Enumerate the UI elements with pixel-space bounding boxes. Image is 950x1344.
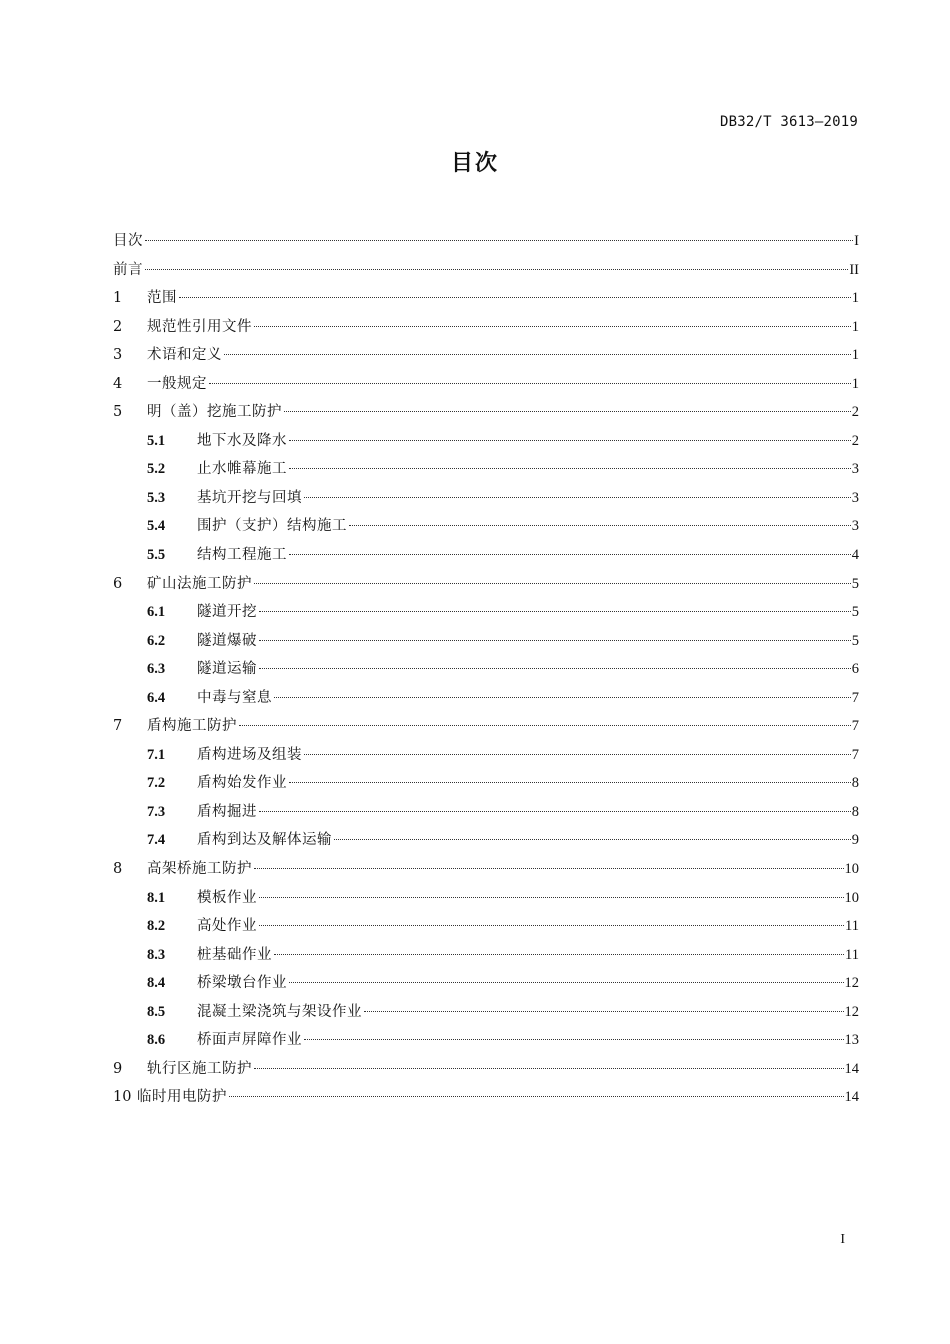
toc-entry-page: 6	[851, 661, 859, 678]
toc-entry-number: 6.4	[147, 689, 166, 706]
toc-entry[interactable]	[113, 655, 859, 684]
toc-entry[interactable]	[113, 598, 859, 627]
toc-entry-page: 5	[851, 632, 859, 649]
toc-entry[interactable]	[113, 455, 859, 484]
toc-entry-page: 1	[851, 347, 859, 364]
toc-entry[interactable]	[113, 570, 859, 599]
toc-entry-page: 8	[851, 803, 859, 820]
toc-entry-page: 5	[851, 575, 859, 592]
toc-entry-page: 14	[844, 1060, 859, 1077]
toc-entry[interactable]	[113, 227, 859, 256]
toc-entry-page: 7	[851, 718, 859, 735]
toc-entry-number: 8.5	[147, 1003, 166, 1020]
footer-page-number: I	[840, 1232, 845, 1247]
toc-entry-label: 基坑开挖与回填	[197, 489, 302, 506]
toc-entry-page: 10	[844, 861, 859, 878]
toc-entry-label: 盾构进场及组装	[197, 746, 302, 763]
toc-entry-number: 1	[113, 290, 123, 307]
toc-entry-label: 结构工程施工	[197, 547, 287, 564]
page-title: 目次	[450, 151, 499, 176]
toc-entry-page: 3	[851, 489, 859, 506]
dot-leader	[179, 297, 851, 298]
dot-leader	[259, 668, 851, 669]
dot-leader	[289, 554, 851, 555]
toc-entry[interactable]	[113, 684, 859, 713]
dot-leader	[289, 982, 844, 983]
toc-entry[interactable]	[113, 370, 859, 399]
toc-entry[interactable]	[113, 398, 859, 427]
toc-entry-page: 7	[851, 746, 859, 763]
toc-entry-label: 围护（支护）结构施工	[197, 518, 347, 535]
toc-entry-number: 5	[113, 404, 123, 421]
dot-leader	[334, 839, 851, 840]
toc-entry-label: 中毒与窒息	[197, 689, 272, 706]
toc-entry[interactable]	[113, 1083, 859, 1112]
toc-entry[interactable]	[113, 512, 859, 541]
toc-entry-number: 5.2	[147, 461, 166, 478]
toc-entry-page: 8	[851, 775, 859, 792]
toc-entry-number: 6.1	[147, 604, 166, 621]
toc-entry-page: 2	[851, 404, 859, 421]
dot-leader	[229, 1096, 844, 1097]
toc-entry-page: 4	[851, 547, 859, 564]
toc-entry-label: 止水帷幕施工	[197, 461, 287, 478]
toc-entry-number: 8.1	[147, 889, 166, 906]
toc-entry-label: 桩基础作业	[197, 946, 272, 963]
toc-entry-page: II	[849, 261, 859, 278]
toc-entry-number: 8.2	[147, 918, 166, 935]
toc-entry-number: 6	[113, 575, 123, 592]
document-code: DB32/T 3613—2019	[719, 114, 858, 130]
toc-entry-label: 临时用电防护	[137, 1089, 227, 1106]
toc-entry[interactable]	[113, 427, 859, 456]
toc-entry-number: 8.6	[147, 1032, 166, 1049]
toc-entry[interactable]	[113, 341, 859, 370]
dot-leader	[259, 640, 851, 641]
toc-entry[interactable]	[113, 826, 859, 855]
toc-entry[interactable]	[113, 941, 859, 970]
toc-entry-number: 8.3	[147, 946, 166, 963]
dot-leader	[274, 697, 851, 698]
dot-leader	[259, 611, 851, 612]
dot-leader	[349, 525, 851, 526]
toc-entry-label: 矿山法施工防护	[147, 575, 252, 592]
dot-leader	[304, 497, 851, 498]
toc-entry-page: 12	[844, 975, 859, 992]
toc-entry-label: 桥面声屏障作业	[197, 1032, 302, 1049]
dot-leader	[284, 411, 851, 412]
toc-entry-label: 桥梁墩台作业	[197, 975, 287, 992]
toc-entry-label: 一般规定	[147, 375, 207, 392]
toc-entry-label: 目次	[113, 233, 143, 249]
toc-entry-page: 9	[851, 832, 859, 849]
toc-entry-label: 混凝土梁浇筑与架设作业	[197, 1003, 362, 1020]
dot-leader	[254, 1068, 844, 1069]
toc-entry-number: 7.2	[147, 775, 166, 792]
toc-entry-page: 5	[851, 604, 859, 621]
table-of-contents	[113, 227, 859, 1112]
dot-leader	[289, 468, 851, 469]
toc-entry[interactable]	[113, 284, 859, 313]
toc-entry-page: 13	[844, 1032, 859, 1049]
dot-leader	[145, 269, 848, 270]
toc-entry-label: 地下水及降水	[197, 432, 287, 449]
toc-entry-page: 2	[851, 432, 859, 449]
toc-entry-label: 高架桥施工防护	[147, 861, 252, 878]
toc-entry[interactable]	[113, 1026, 859, 1055]
toc-entry-label: 前言	[113, 261, 143, 278]
dot-leader	[289, 782, 851, 783]
toc-entry-page: 14	[844, 1089, 859, 1106]
toc-entry[interactable]	[113, 741, 859, 770]
dot-leader	[224, 354, 851, 355]
toc-entry[interactable]	[113, 769, 859, 798]
toc-entry-number: 7.3	[147, 803, 166, 820]
dot-leader	[289, 440, 851, 441]
toc-entry-page: 3	[851, 461, 859, 478]
toc-entry-number: 6.2	[147, 632, 166, 649]
dot-leader	[254, 326, 851, 327]
dot-leader	[304, 1039, 844, 1040]
toc-entry-page: 11	[845, 918, 859, 935]
toc-entry-label: 模板作业	[197, 889, 257, 906]
toc-entry-label: 范围	[147, 290, 177, 307]
toc-entry-page: 1	[851, 290, 859, 307]
toc-entry-page: 7	[851, 689, 859, 706]
dot-leader	[304, 754, 851, 755]
dot-leader	[259, 925, 844, 926]
toc-entry-label: 规范性引用文件	[147, 318, 252, 335]
dot-leader	[274, 954, 844, 955]
toc-entry-number: 5.5	[147, 547, 166, 564]
toc-entry[interactable]	[113, 969, 859, 998]
toc-entry-label: 隧道开挖	[197, 604, 257, 621]
toc-entry-number: 2	[113, 318, 123, 335]
toc-entry-number: 8	[113, 861, 123, 878]
toc-entry-number: 4	[113, 375, 123, 392]
toc-entry-number: 7.4	[147, 832, 166, 849]
dot-leader	[254, 868, 844, 869]
toc-entry[interactable]	[113, 1055, 859, 1084]
toc-entry-label: 盾构到达及解体运输	[197, 832, 332, 849]
toc-entry-label: 盾构施工防护	[147, 718, 237, 735]
toc-entry[interactable]	[113, 627, 859, 656]
toc-entry[interactable]	[113, 256, 859, 285]
toc-entry-label: 明（盖）挖施工防护	[147, 404, 282, 421]
toc-entry-number: 10	[113, 1089, 132, 1106]
toc-entry-label: 盾构掘进	[197, 803, 257, 820]
toc-entry-page: 10	[844, 889, 859, 906]
toc-entry[interactable]	[113, 798, 859, 827]
toc-entry-label: 隧道运输	[197, 661, 257, 678]
toc-entry-number: 7.1	[147, 746, 166, 763]
toc-entry-page: I	[854, 233, 859, 249]
toc-entry[interactable]	[113, 541, 859, 570]
toc-entry[interactable]	[113, 712, 859, 741]
toc-entry[interactable]	[113, 998, 859, 1027]
dot-leader	[259, 811, 851, 812]
toc-entry-page: 11	[845, 946, 859, 963]
toc-entry[interactable]	[113, 484, 859, 513]
toc-entry-number: 6.3	[147, 661, 166, 678]
toc-entry-number: 9	[113, 1060, 123, 1077]
dot-leader	[209, 383, 851, 384]
toc-entry-page: 1	[851, 318, 859, 335]
dot-leader	[364, 1011, 844, 1012]
dot-leader	[259, 897, 844, 898]
toc-entry-number: 3	[113, 347, 123, 364]
toc-entry-label: 轨行区施工防护	[147, 1060, 252, 1077]
toc-entry[interactable]	[113, 912, 859, 941]
toc-entry-number: 5.4	[147, 518, 166, 535]
toc-entry[interactable]	[113, 855, 859, 884]
toc-entry-label: 术语和定义	[147, 347, 222, 364]
dot-leader	[254, 583, 851, 584]
toc-entry-number: 7	[113, 718, 123, 735]
toc-entry-label: 盾构始发作业	[197, 775, 287, 792]
toc-entry-number: 5.3	[147, 489, 166, 506]
toc-entry-label: 隧道爆破	[197, 632, 257, 649]
toc-entry-number: 5.1	[147, 432, 166, 449]
toc-entry[interactable]	[113, 313, 859, 342]
dot-leader	[145, 240, 853, 241]
dot-leader	[239, 725, 851, 726]
toc-entry[interactable]	[113, 884, 859, 913]
toc-entry-label: 高处作业	[197, 918, 257, 935]
toc-entry-number: 8.4	[147, 975, 166, 992]
toc-entry-page: 3	[851, 518, 859, 535]
toc-entry-page: 1	[851, 375, 859, 392]
toc-entry-page: 12	[844, 1003, 859, 1020]
